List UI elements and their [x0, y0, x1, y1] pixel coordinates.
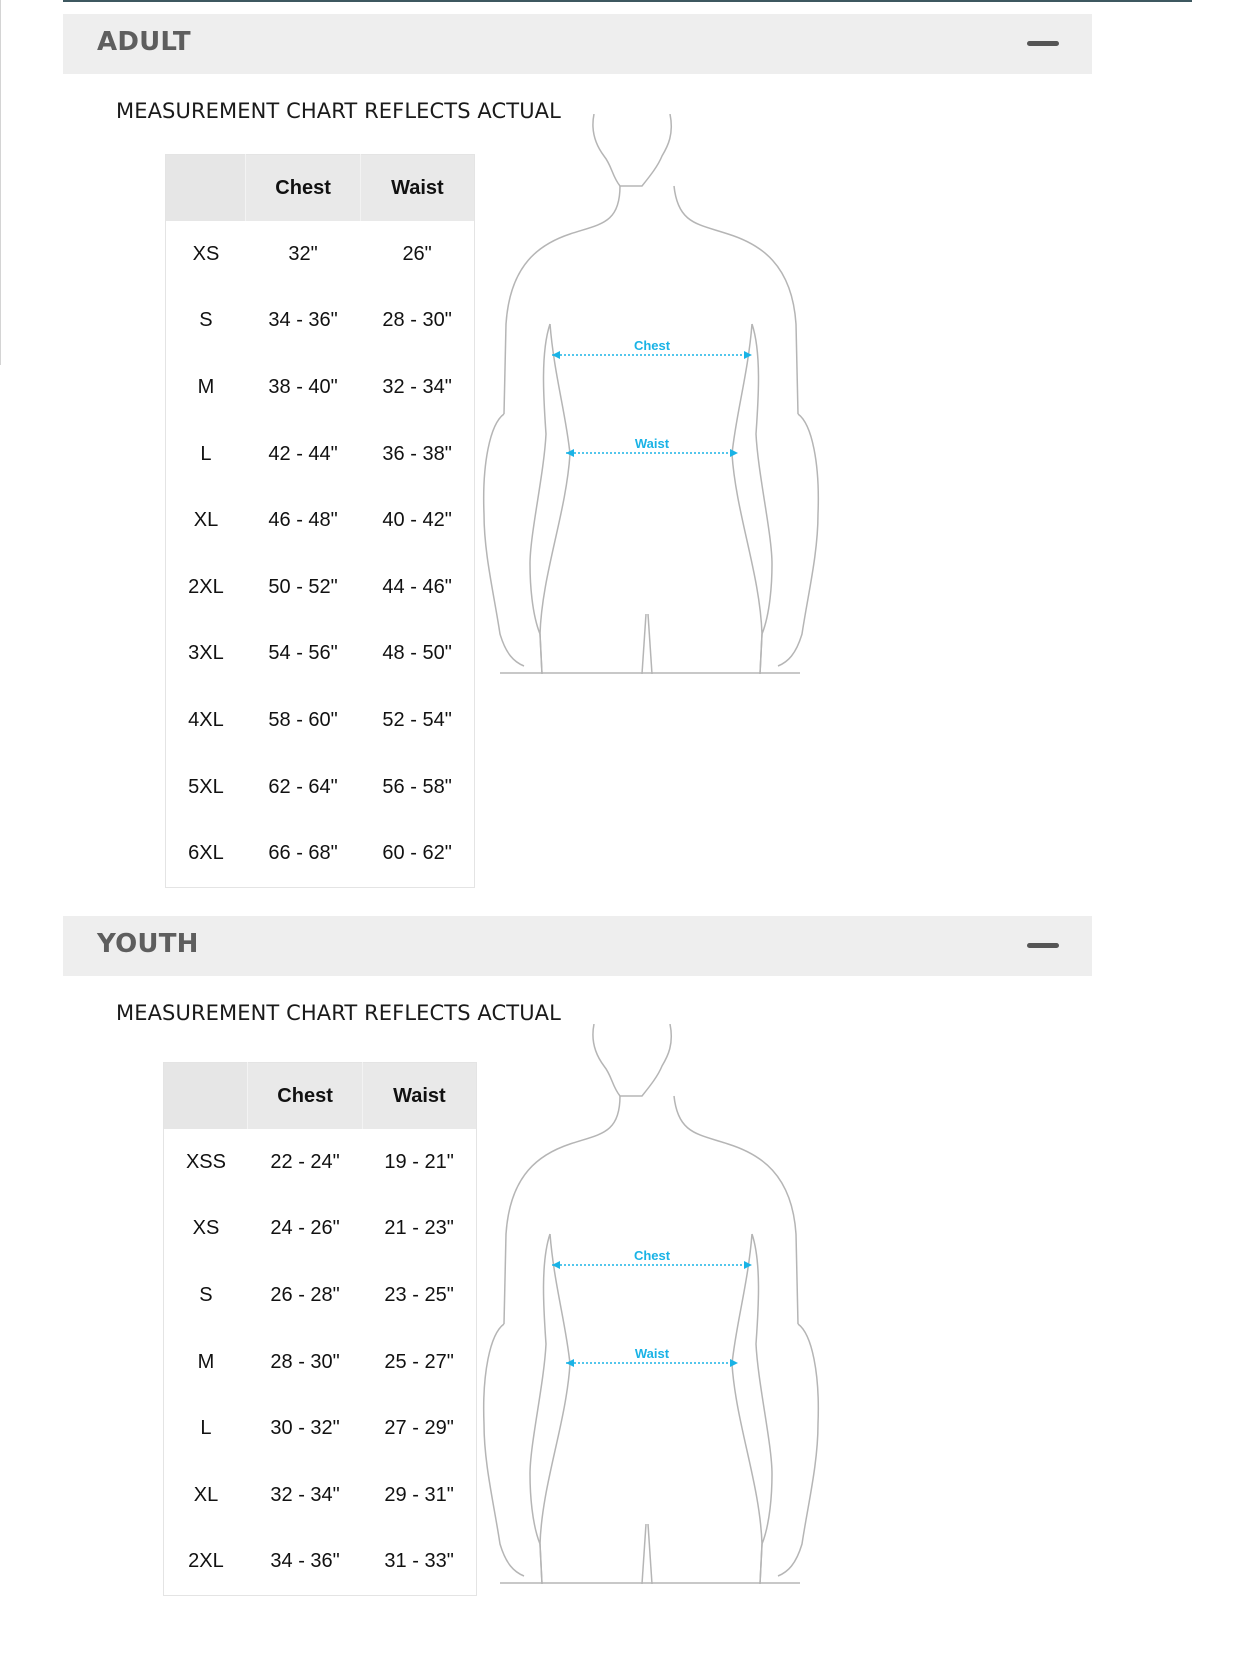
- youth-collapse-button[interactable]: [1024, 934, 1062, 958]
- table-row: [164, 1262, 477, 1329]
- waist-cell: 56 - 58": [382, 775, 452, 798]
- waist-cell: 26": [402, 242, 432, 265]
- size-cell: 2XL: [188, 1550, 224, 1573]
- table-row: [166, 288, 475, 355]
- size-cell: M: [197, 1350, 215, 1373]
- size-cell: 5XL: [188, 775, 224, 798]
- left-divider: [0, 0, 1, 365]
- table-row: [166, 621, 475, 688]
- adult-title: ADULT: [97, 27, 191, 57]
- table-row: [164, 1462, 477, 1529]
- adult-chart-subtitle: MEASUREMENT CHART REFLECTS ACTUAL: [116, 99, 561, 123]
- waist-cell: 19 - 21": [384, 1150, 454, 1173]
- waist-cell: 32 - 34": [382, 375, 452, 398]
- waist-column-header: Waist: [362, 1063, 476, 1130]
- size-cell: S: [199, 1283, 213, 1306]
- size-cell: XL: [193, 509, 219, 532]
- chest-cell: 42 - 44": [268, 442, 338, 465]
- size-cell: M: [197, 375, 215, 398]
- table-row: [164, 1329, 477, 1396]
- chest-cell: 32": [288, 242, 318, 265]
- top-banner-edge: [63, 0, 1192, 2]
- chest-cell: 32 - 34": [270, 1483, 340, 1506]
- table-header-row: [166, 155, 475, 222]
- table-row: [166, 820, 475, 887]
- table-header-row: [164, 1063, 477, 1130]
- chest-cell: 66 - 68": [268, 842, 338, 865]
- size-cell: 4XL: [188, 708, 224, 731]
- adult-size-table: [165, 154, 475, 888]
- waist-cell: 40 - 42": [382, 509, 452, 532]
- chest-measure-label: Chest: [633, 1248, 671, 1263]
- size-cell: XS: [192, 242, 220, 265]
- waist-cell: 27 - 29": [384, 1417, 454, 1440]
- size-cell: XS: [192, 1217, 220, 1240]
- waist-measure-label: Waist: [634, 1346, 670, 1361]
- chest-cell: 28 - 30": [270, 1350, 340, 1373]
- chest-column-header: Chest: [248, 1063, 362, 1130]
- table-row: [164, 1529, 477, 1596]
- youth-chart-subtitle: MEASUREMENT CHART REFLECTS ACTUAL: [116, 1001, 561, 1025]
- table-row: [164, 1129, 477, 1196]
- table-row: [164, 1196, 477, 1263]
- chest-cell: 34 - 36": [268, 309, 338, 332]
- adult-collapse-button[interactable]: [1024, 32, 1062, 56]
- waist-cell: 28 - 30": [382, 309, 452, 332]
- youth-size-table: [163, 1062, 477, 1596]
- waist-cell: 23 - 25": [384, 1283, 454, 1306]
- table-row: [166, 221, 475, 288]
- size-cell: 6XL: [188, 842, 224, 865]
- chest-cell: 30 - 32": [270, 1417, 340, 1440]
- body-outline-icon: [470, 1024, 820, 1614]
- waist-cell: 25 - 27": [384, 1350, 454, 1373]
- table-row: [166, 754, 475, 821]
- chest-cell: 62 - 64": [268, 775, 338, 798]
- youth-accordion-header[interactable]: [63, 916, 1092, 976]
- waist-cell: 36 - 38": [382, 442, 452, 465]
- chest-cell: 46 - 48": [268, 509, 338, 532]
- table-row: [166, 554, 475, 621]
- size-column-header: [164, 1063, 248, 1130]
- chest-cell: 54 - 56": [268, 642, 338, 665]
- minus-icon: [1027, 943, 1059, 948]
- chest-cell: 22 - 24": [270, 1150, 340, 1173]
- chest-measure-label: Chest: [633, 338, 671, 353]
- waist-column-header: Waist: [360, 155, 474, 222]
- size-cell: XSS: [185, 1150, 226, 1173]
- chest-cell: 58 - 60": [268, 708, 338, 731]
- waist-cell: 52 - 54": [382, 708, 452, 731]
- chest-cell: 38 - 40": [268, 375, 338, 398]
- adult-body-figure: [470, 114, 820, 704]
- size-cell: L: [200, 442, 212, 465]
- table-row: [166, 421, 475, 488]
- waist-cell: 21 - 23": [384, 1217, 454, 1240]
- size-cell: 3XL: [188, 642, 224, 665]
- size-cell: XL: [193, 1483, 219, 1506]
- table-row: [166, 354, 475, 421]
- table-row: [166, 487, 475, 554]
- size-column-header: [166, 155, 246, 222]
- waist-cell: 44 - 46": [382, 575, 452, 598]
- adult-accordion-header[interactable]: [63, 14, 1092, 74]
- waist-measure-label: Waist: [634, 436, 670, 451]
- chest-cell: 26 - 28": [270, 1283, 340, 1306]
- size-cell: S: [199, 309, 213, 332]
- minus-icon: [1027, 41, 1059, 46]
- chest-column-header: Chest: [246, 155, 360, 222]
- body-outline-icon: [470, 114, 820, 704]
- youth-body-figure: [470, 1024, 820, 1614]
- table-row: [166, 687, 475, 754]
- waist-cell: 31 - 33": [384, 1550, 454, 1573]
- youth-title: YOUTH: [97, 929, 199, 959]
- chest-cell: 34 - 36": [270, 1550, 340, 1573]
- chest-cell: 50 - 52": [268, 575, 338, 598]
- waist-cell: 48 - 50": [382, 642, 452, 665]
- waist-cell: 60 - 62": [382, 842, 452, 865]
- chest-cell: 24 - 26": [270, 1217, 340, 1240]
- table-row: [164, 1395, 477, 1462]
- waist-cell: 29 - 31": [384, 1483, 454, 1506]
- size-cell: L: [200, 1417, 212, 1440]
- size-cell: 2XL: [188, 575, 224, 598]
